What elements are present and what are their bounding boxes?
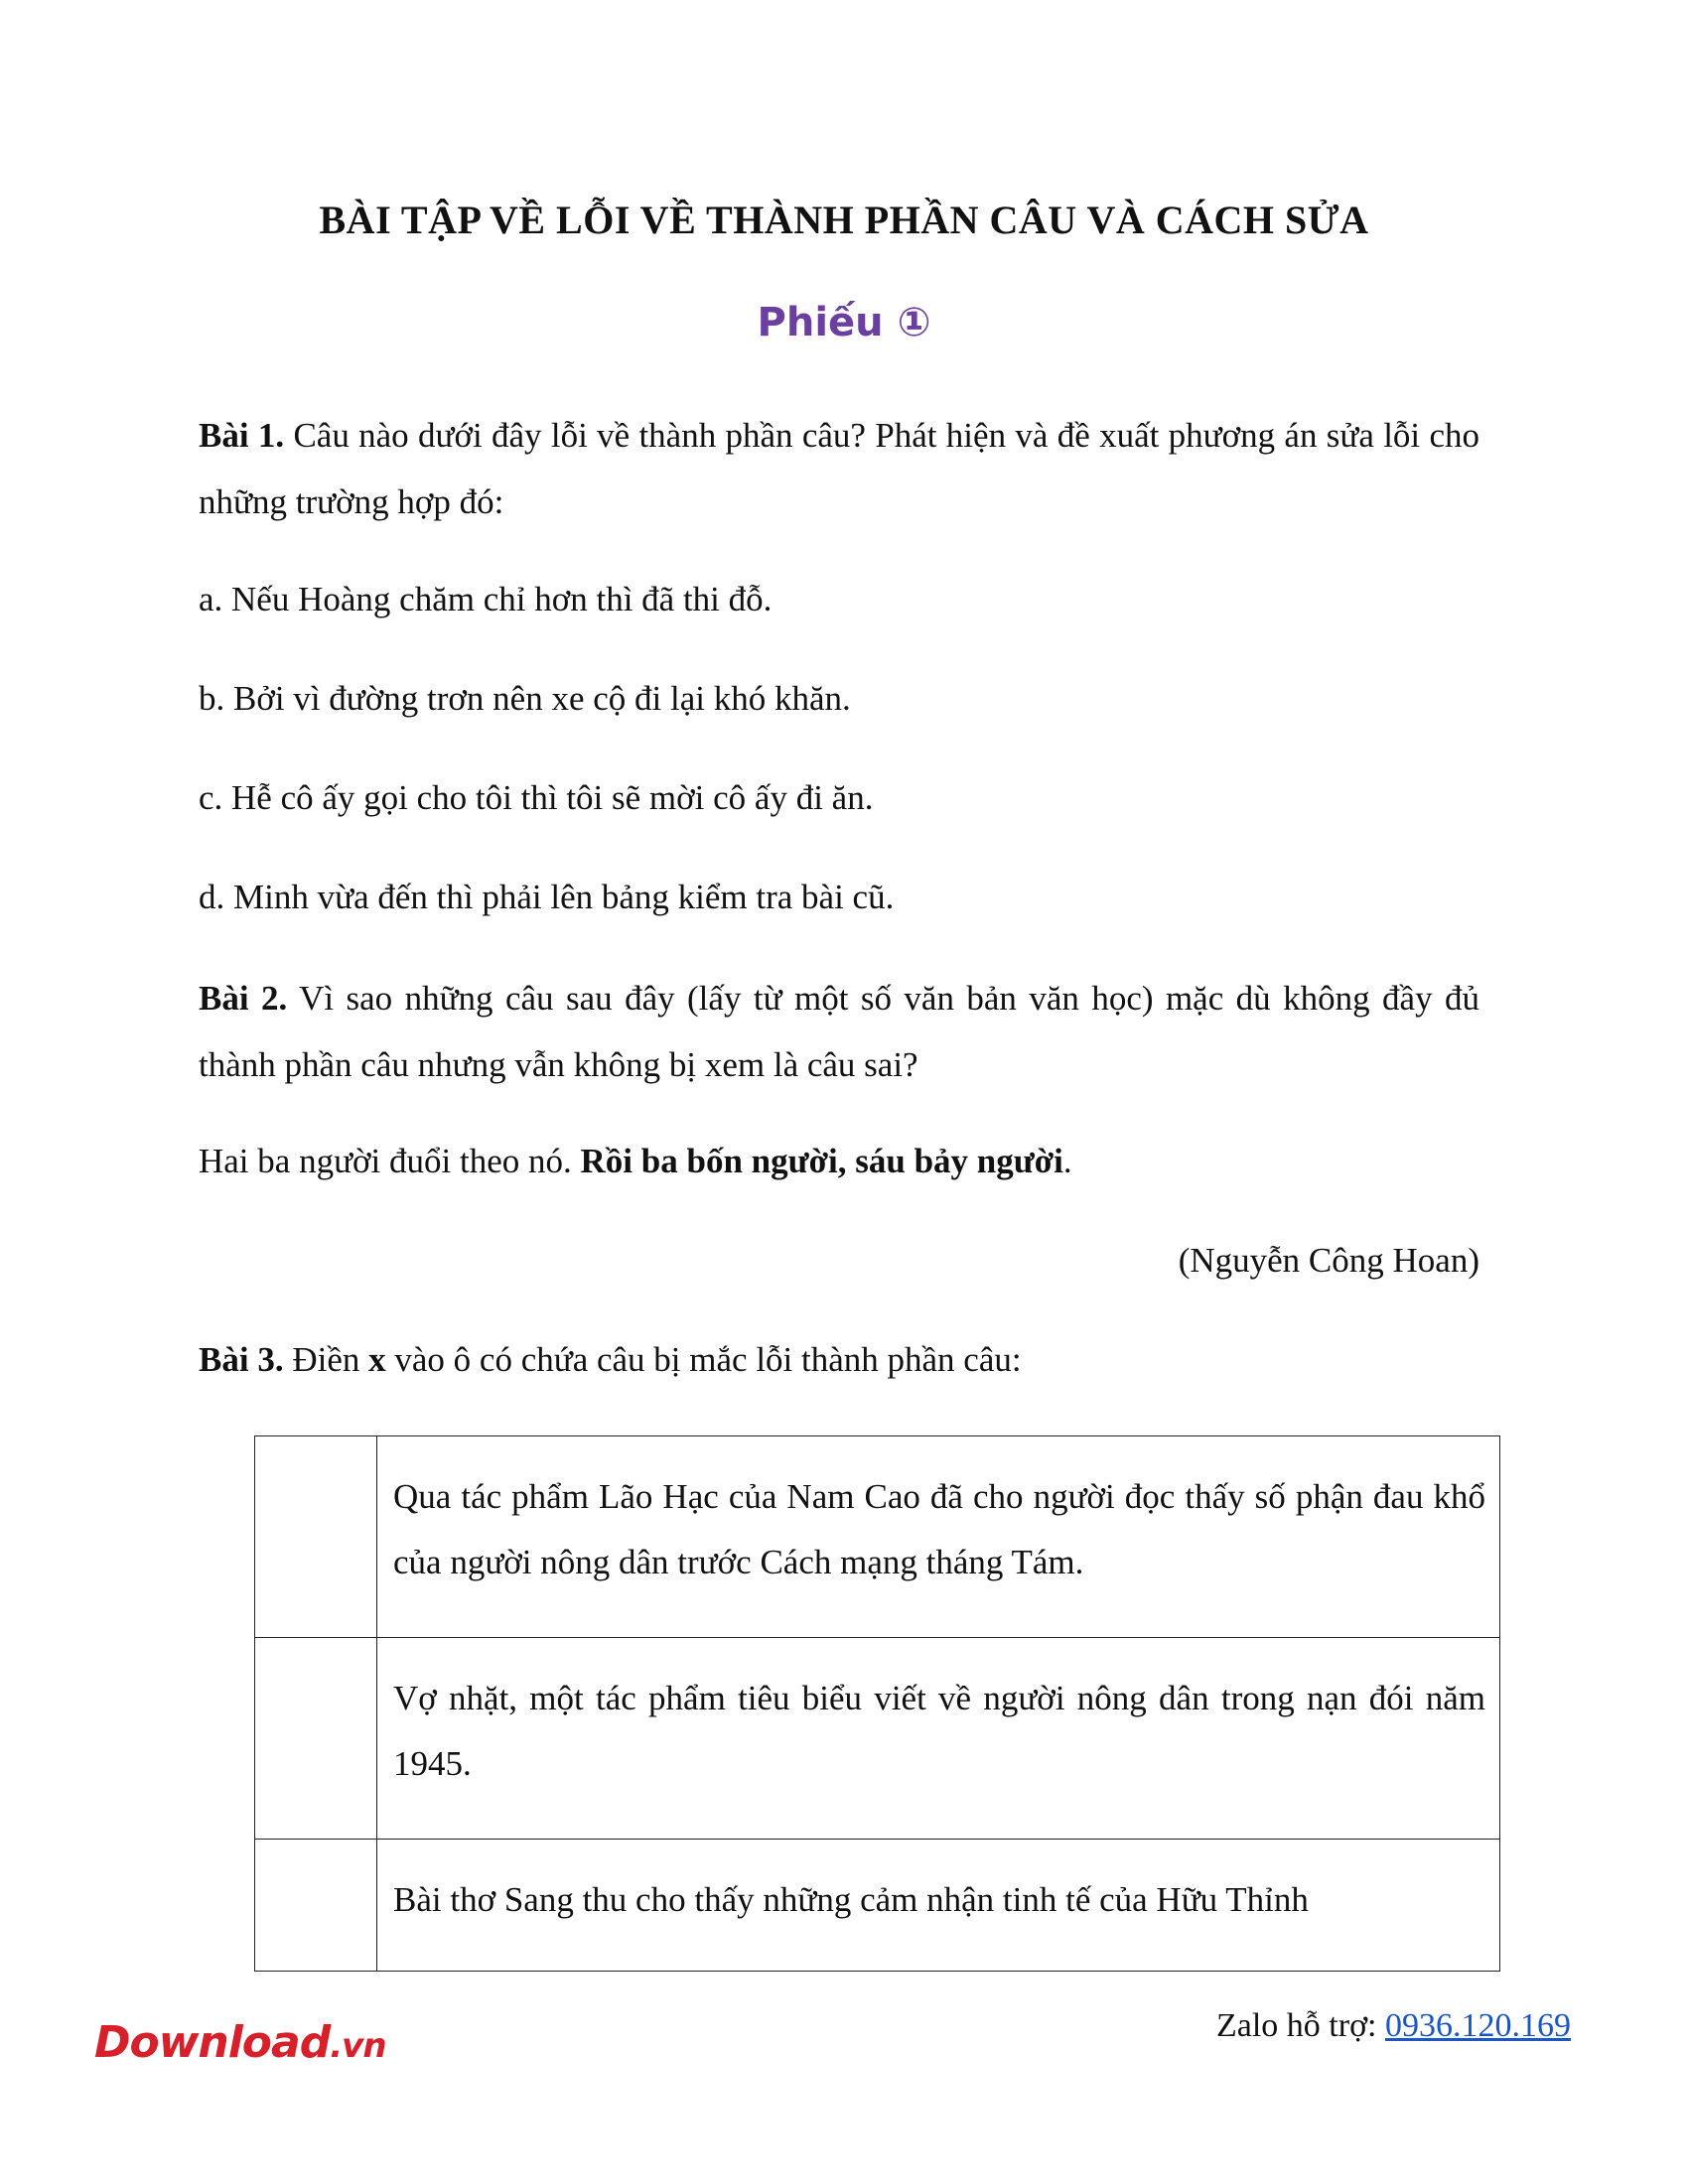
download-vn-logo[interactable]: [94, 2017, 386, 2068]
exercise-1-item-d: d. Minh vừa đến thì phải lên bảng kiểm tra bài cũ.: [199, 878, 895, 916]
sentence-cell: Vợ nhặt, một tác phẩm tiêu biểu viết về người nông dân trong nạn đói năm 1945.: [377, 1638, 1500, 1840]
quote-bold: Rồi ba bốn người, sáu bảy người: [580, 1142, 1063, 1180]
quote-plain: Hai ba người đuổi theo nó.: [199, 1142, 581, 1180]
sentence-cell: Bài thơ Sang thu cho thấy những cảm nhận tinh tế của Hữu Thỉnh: [377, 1840, 1500, 1972]
exercise-1-prompt: [199, 402, 1479, 535]
quote-end: .: [1062, 1142, 1072, 1180]
table-row: [255, 1840, 1500, 1972]
exercise-1-item-b: b. Bởi vì đường trơn nên xe cộ đi lại khó khăn.: [199, 679, 851, 718]
support-label: Zalo hỗ trợ:: [1216, 2007, 1385, 2044]
answer-checkbox-cell[interactable]: [255, 1840, 377, 1972]
exercise-1-item-a: a. Nếu Hoàng chăm chỉ hơn thì đã thi đỗ.: [199, 580, 773, 618]
support-contact: [1216, 2007, 1571, 2045]
exercise-2-quote: [199, 1128, 1479, 1194]
exercise-2-text: Vì sao những câu sau đây (lấy từ một số văn bản văn học) mặc dù không đầy đủ thành phần câu nhưng vẫn không bị xem là câu sai?: [199, 979, 1479, 1084]
exercise-3-label: Bài 3.: [199, 1340, 284, 1379]
logo-main: Download: [94, 2017, 331, 2068]
answer-checkbox-cell[interactable]: [255, 1436, 377, 1638]
support-phone-link[interactable]: 0936.120.169: [1385, 2007, 1571, 2044]
table-row: [255, 1638, 1500, 1840]
table-row: [255, 1436, 1500, 1638]
answer-checkbox-cell[interactable]: [255, 1638, 377, 1840]
exercise-2-label: Bài 2.: [199, 979, 288, 1018]
worksheet-subtitle: Phiếu ①: [757, 300, 931, 345]
exercise-3-text-before: Điền: [292, 1340, 369, 1379]
exercise-1-label: Bài 1.: [199, 416, 285, 455]
exercise-2-prompt: [199, 965, 1479, 1098]
exercise-3-x-mark: x: [368, 1340, 386, 1379]
exercise-3-prompt: [199, 1326, 1479, 1393]
exercise-1-item-c: c. Hễ cô ấy gọi cho tôi thì tôi sẽ mời cô ấy đi ăn.: [199, 778, 874, 817]
logo-suffix: .vn: [330, 2026, 386, 2066]
exercise-1-text: Câu nào dưới đây lỗi về thành phần câu? Phát hiện và đề xuất phương án sửa lỗi cho những trường hợp đó:: [199, 416, 1479, 521]
exercise-3-text-after: vào ô có chứa câu bị mắc lỗi thành phần câu:: [385, 1340, 1022, 1379]
exercise-3-table: [254, 1435, 1500, 1972]
quote-author: (Nguyễn Công Hoan): [1178, 1241, 1479, 1280]
page-title: BÀI TẬP VỀ LỖI VỀ THÀNH PHẦN CÂU VÀ CÁCH SỬA: [319, 198, 1369, 242]
sentence-cell: Qua tác phẩm Lão Hạc của Nam Cao đã cho người đọc thấy số phận đau khổ của người nông dân trước Cách mạng tháng Tám.: [377, 1436, 1500, 1638]
